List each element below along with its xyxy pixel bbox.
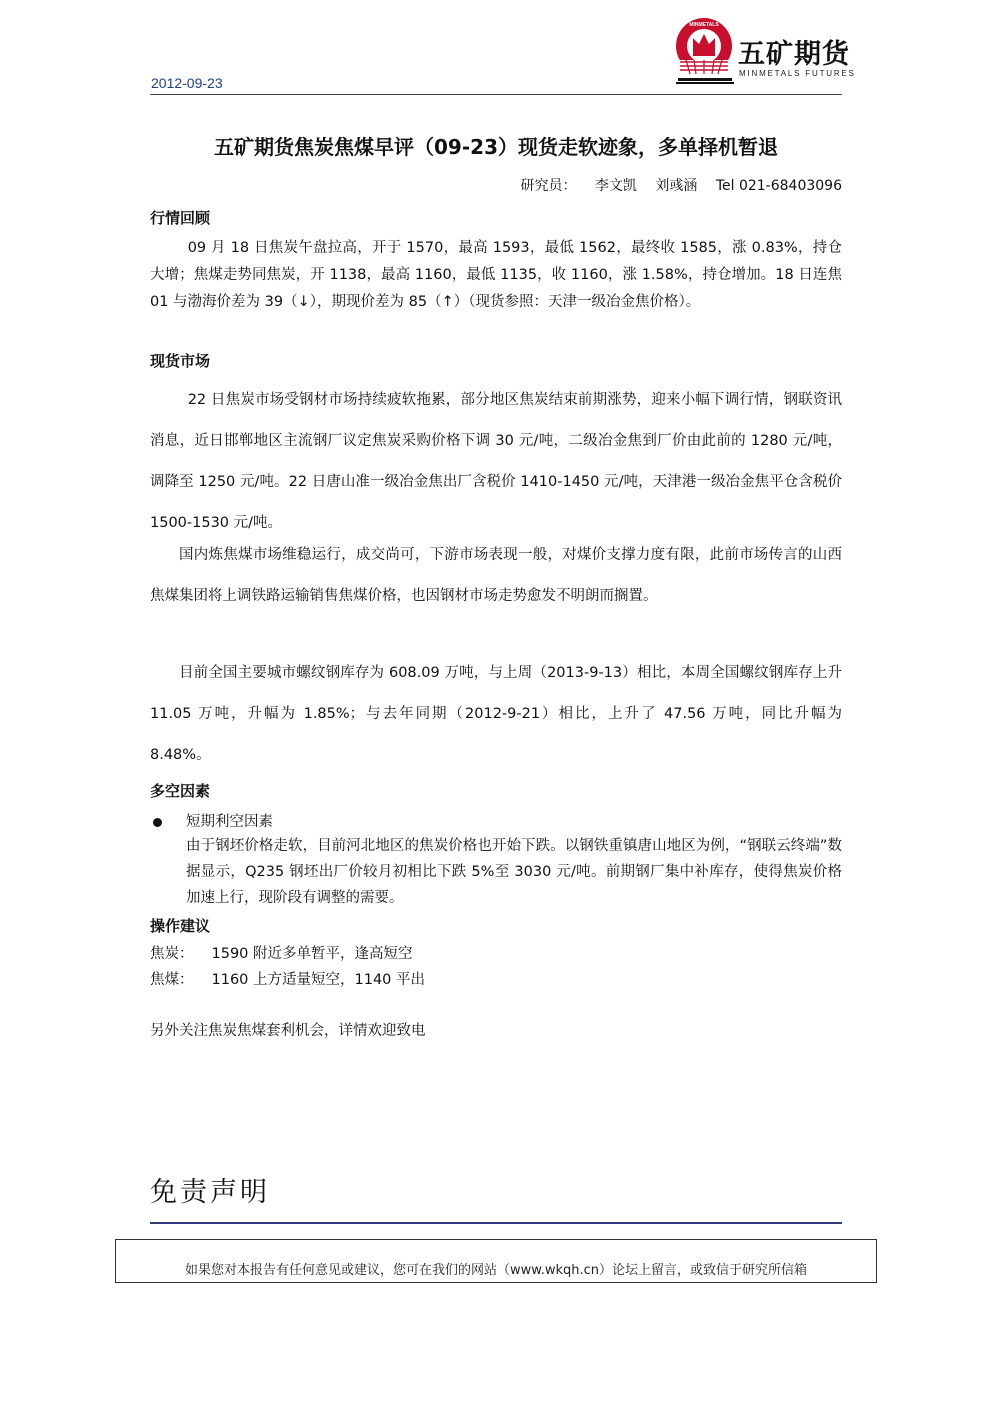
bullet-text: 由于钢坯价格走软，目前河北地区的焦炭价格也开始下跌。以钢铁重镇唐山地区为例，“钢联云终端”数据显示，Q235 钢坯出厂价较月初相比下跌 5%至 3030 元/吨。前期钢厂集中补库存，使得焦炭价格加速上行，现阶段有调整的需要。 [186,838,842,906]
author-name: 刘彧涵 [655,178,698,194]
section-heading-spot: 现货市场 [150,352,211,370]
header-divider [150,94,842,95]
disclaimer-text: 如果您对本报告有任何意见或建议，您可在我们的网站（www.wkqh.cn）论坛上留言，或致信于研究所信箱 [184,1263,807,1278]
advice-label: 焦炭： [150,946,194,962]
report-date: 2012-09-23 [151,75,223,91]
section-heading-advice: 操作建议 [150,917,211,935]
authors-label: 研究员： [520,178,577,194]
bullet-label: 短期利空因素 [186,814,273,830]
authors-line [506,175,842,195]
section-heading-review: 行情回顾 [150,209,211,227]
logo-ring-text: MINMETALS [689,22,719,28]
logo-company-name-en: MINMETALS FUTURES [739,69,856,78]
report-title: 五矿期货焦炭焦煤早评（09-23）现货走软迹象，多单择机暂退 [214,135,778,159]
advice-line [150,942,413,963]
author-tel: Tel 021-68403096 [715,178,842,194]
section-heading-factors: 多空因素 [150,782,211,800]
advice-note: 另外关注焦炭焦煤套利机会，详情欢迎致电 [150,1023,426,1039]
review-paragraph: 09 月 18 日焦炭午盘拉高，开于 1570，最高 1593，最低 1562，最终收 1585，涨 0.83%，持仓大增；焦煤走势同焦炭，开 1138，最高 1160，最低 1135，收 1160，涨 1.58%，持仓增加。18 日连焦 01 与渤海价差为 39（↓），期现价差为 85（↑）（现货参照：天津一级冶金焦价格）。 [150,240,842,310]
disclaimer-divider [150,1222,842,1224]
disclaimer-title: 免责声明 [150,1177,270,1208]
spot-paragraph-3: 目前全国主要城市螺纹钢库存为 608.09 万吨，与上周（2013-9-13）相比，本周全国螺纹钢库存上升 11.05 万吨，升幅为 1.85%；与去年同期（2012-9-21）相比，上升了 47.56 万吨，同比升幅为 8.48%。 [150,665,842,763]
advice-value: 1160 上方适量短空，1140 平出 [211,972,426,988]
bullet-dot [153,818,162,827]
advice-label: 焦煤： [150,972,194,988]
logo-company-name: 五矿期货 [738,39,850,70]
author-name: 李文凯 [594,178,637,194]
spot-paragraph-2: 国内炼焦煤市场维稳运行，成交尚可，下游市场表现一般，对煤价支撑力度有限，此前市场传言的山西焦煤集团将上调铁路运输销售焦煤价格，也因钢材市场走势愈发不明朗而搁置。 [150,547,842,604]
advice-value: 1590 附近多单暂平，逢高短空 [211,946,413,962]
spot-paragraph-1: 22 日焦炭市场受钢材市场持续疲软拖累，部分地区焦炭结束前期涨势，迎来小幅下调行情，钢联资讯消息，近日邯郸地区主流钢厂议定焦炭采购价格下调 30 元/吨，二级冶金焦到厂价由此前的 1280 元/吨，调降至 1250 元/吨。22 日唐山准一级冶金焦出厂含税价 1410-1450 元/吨，天津港一级冶金焦平仓含税价 1500-1530 元/吨。 [150,392,842,531]
advice-line [150,968,425,989]
